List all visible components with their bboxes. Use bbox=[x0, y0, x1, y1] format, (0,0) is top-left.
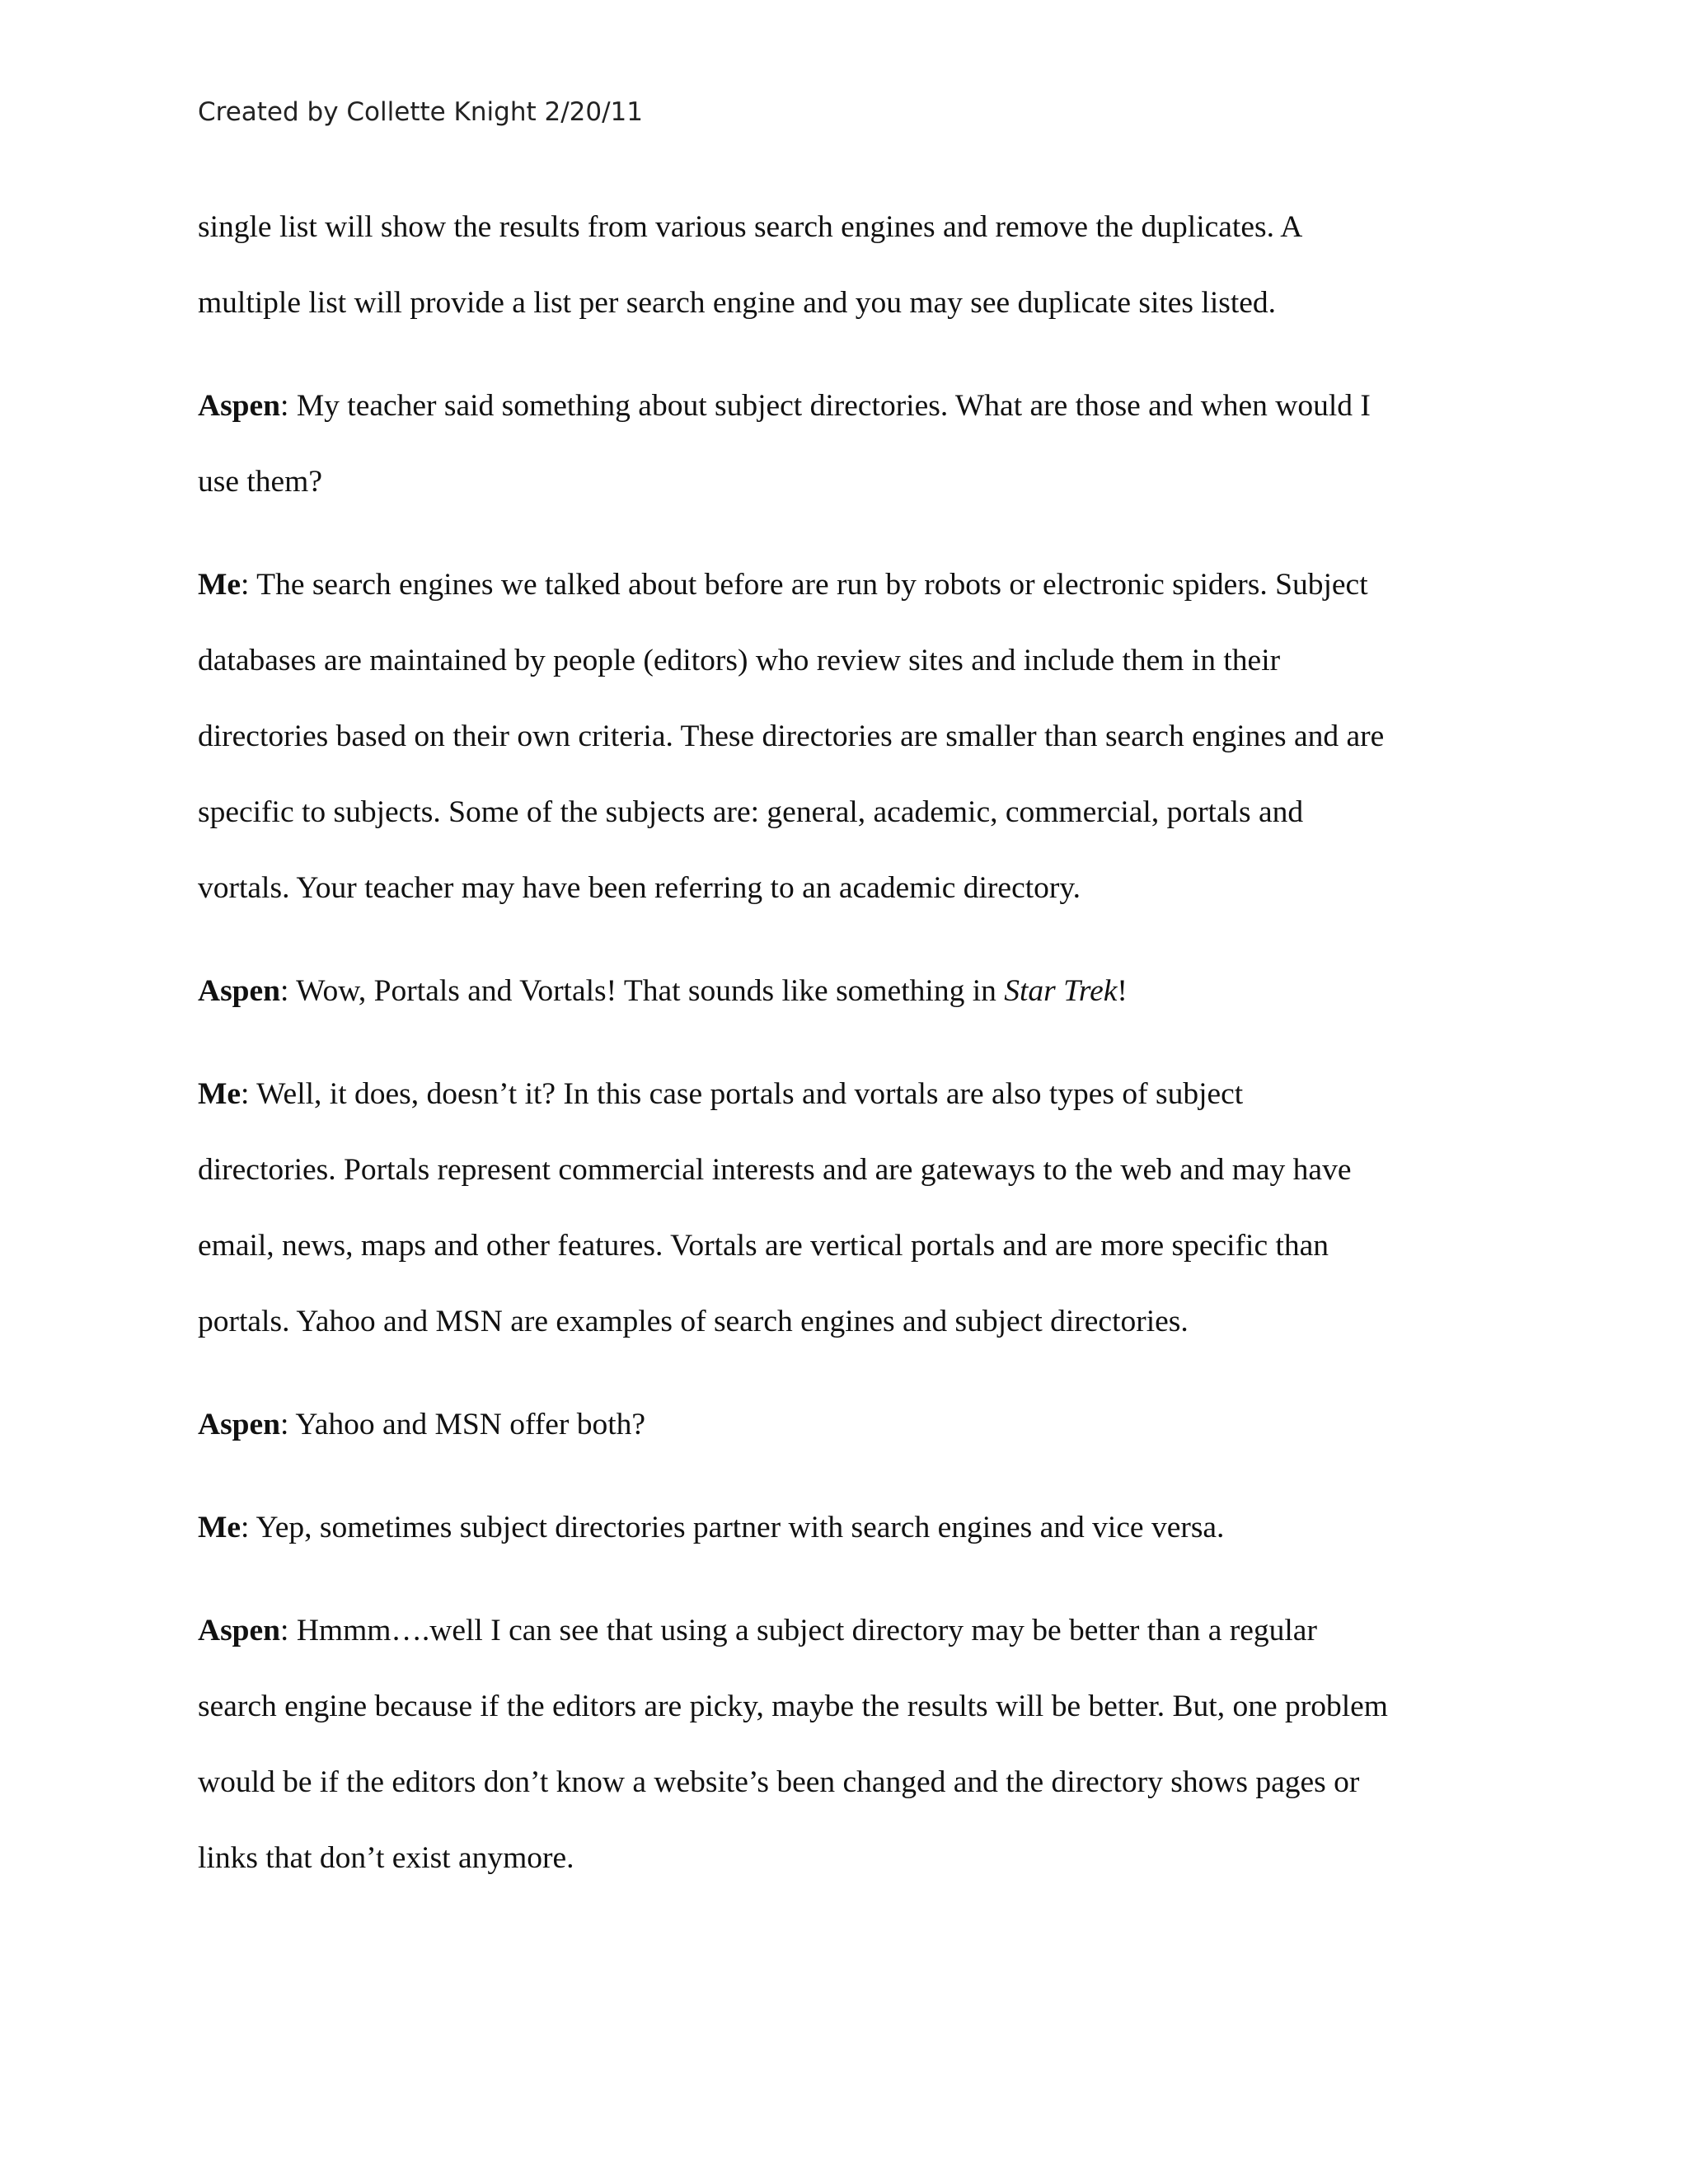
speaker-name: Aspen bbox=[198, 389, 281, 423]
dialogue-aspen bbox=[198, 954, 1492, 1029]
text-line: links that don’t exist anymore. bbox=[198, 1841, 574, 1875]
text-line: specific to subjects. Some of the subjects are: general, academic, commercial, portals and bbox=[198, 795, 1304, 829]
speaker-name: Me bbox=[198, 1077, 241, 1111]
speaker-name: Aspen bbox=[198, 974, 281, 1008]
dialogue-text: ! bbox=[1117, 974, 1128, 1008]
text-line: vortals. Your teacher may have been referring to an academic directory. bbox=[198, 871, 1081, 905]
dialogue-text: : Hmmm….well I can see that using a subject directory may be better than a regular bbox=[280, 1614, 1317, 1647]
paragraph-continuation bbox=[198, 190, 1492, 341]
text-line: single list will show the results from various search engines and remove the duplicates. A bbox=[198, 210, 1303, 244]
dialogue-me bbox=[198, 1057, 1492, 1360]
dialogue-text: : My teacher said something about subject directories. What are those and when would I bbox=[280, 389, 1371, 423]
dialogue-text: : Yahoo and MSN offer both? bbox=[280, 1408, 646, 1441]
dialogue-aspen bbox=[198, 368, 1492, 520]
italic-title: Star Trek bbox=[1004, 974, 1118, 1008]
text-line: search engine because if the editors are picky, maybe the results will be better. But, one problem bbox=[198, 1690, 1388, 1723]
text-line: multiple list will provide a list per search engine and you may see duplicate sites listed. bbox=[198, 286, 1277, 320]
text-line: directories based on their own criteria. These directories are smaller than search engines and are bbox=[198, 719, 1385, 753]
dialogue-aspen bbox=[198, 1593, 1492, 1896]
text-line: email, news, maps and other features. Vortals are vertical portals and are more specific than bbox=[198, 1229, 1329, 1263]
text-line bbox=[198, 547, 1492, 623]
text-line: directories. Portals represent commercial interests and are gateways to the web and may have bbox=[198, 1153, 1352, 1187]
text-line bbox=[198, 368, 1492, 444]
dialogue-text: : The search engines we talked about before are run by robots or electronic spiders. Subject bbox=[241, 568, 1368, 602]
text-line bbox=[198, 1593, 1492, 1669]
speaker-name: Aspen bbox=[198, 1614, 281, 1647]
text-line: portals. Yahoo and MSN are examples of search engines and subject directories. bbox=[198, 1305, 1189, 1338]
speaker-name: Me bbox=[198, 568, 241, 602]
dialogue-aspen bbox=[198, 1387, 1492, 1463]
speaker-name: Me bbox=[198, 1511, 241, 1544]
text-line bbox=[198, 1490, 1492, 1566]
text-line: databases are maintained by people (editors) who review sites and include them in their bbox=[198, 644, 1281, 677]
text-line bbox=[198, 1057, 1492, 1132]
dialogue-text: : Well, it does, doesn’t it? In this case portals and vortals are also types of subject bbox=[241, 1077, 1244, 1111]
text-line: would be if the editors don’t know a website’s been changed and the directory shows pages or bbox=[198, 1765, 1360, 1799]
page-header: Created by Collette Knight 2/20/11 bbox=[198, 97, 643, 127]
dialogue-text: : Yep, sometimes subject directories partner with search engines and vice versa. bbox=[241, 1511, 1225, 1544]
text-line: use them? bbox=[198, 465, 322, 499]
dialogue-me bbox=[198, 1490, 1492, 1566]
text-line bbox=[198, 1387, 1492, 1463]
dialogue-me bbox=[198, 547, 1492, 926]
document-body bbox=[198, 190, 1492, 1924]
speaker-name: Aspen bbox=[198, 1408, 281, 1441]
dialogue-text: : Wow, Portals and Vortals! That sounds like something in bbox=[280, 974, 1005, 1008]
text-line bbox=[198, 954, 1492, 1029]
